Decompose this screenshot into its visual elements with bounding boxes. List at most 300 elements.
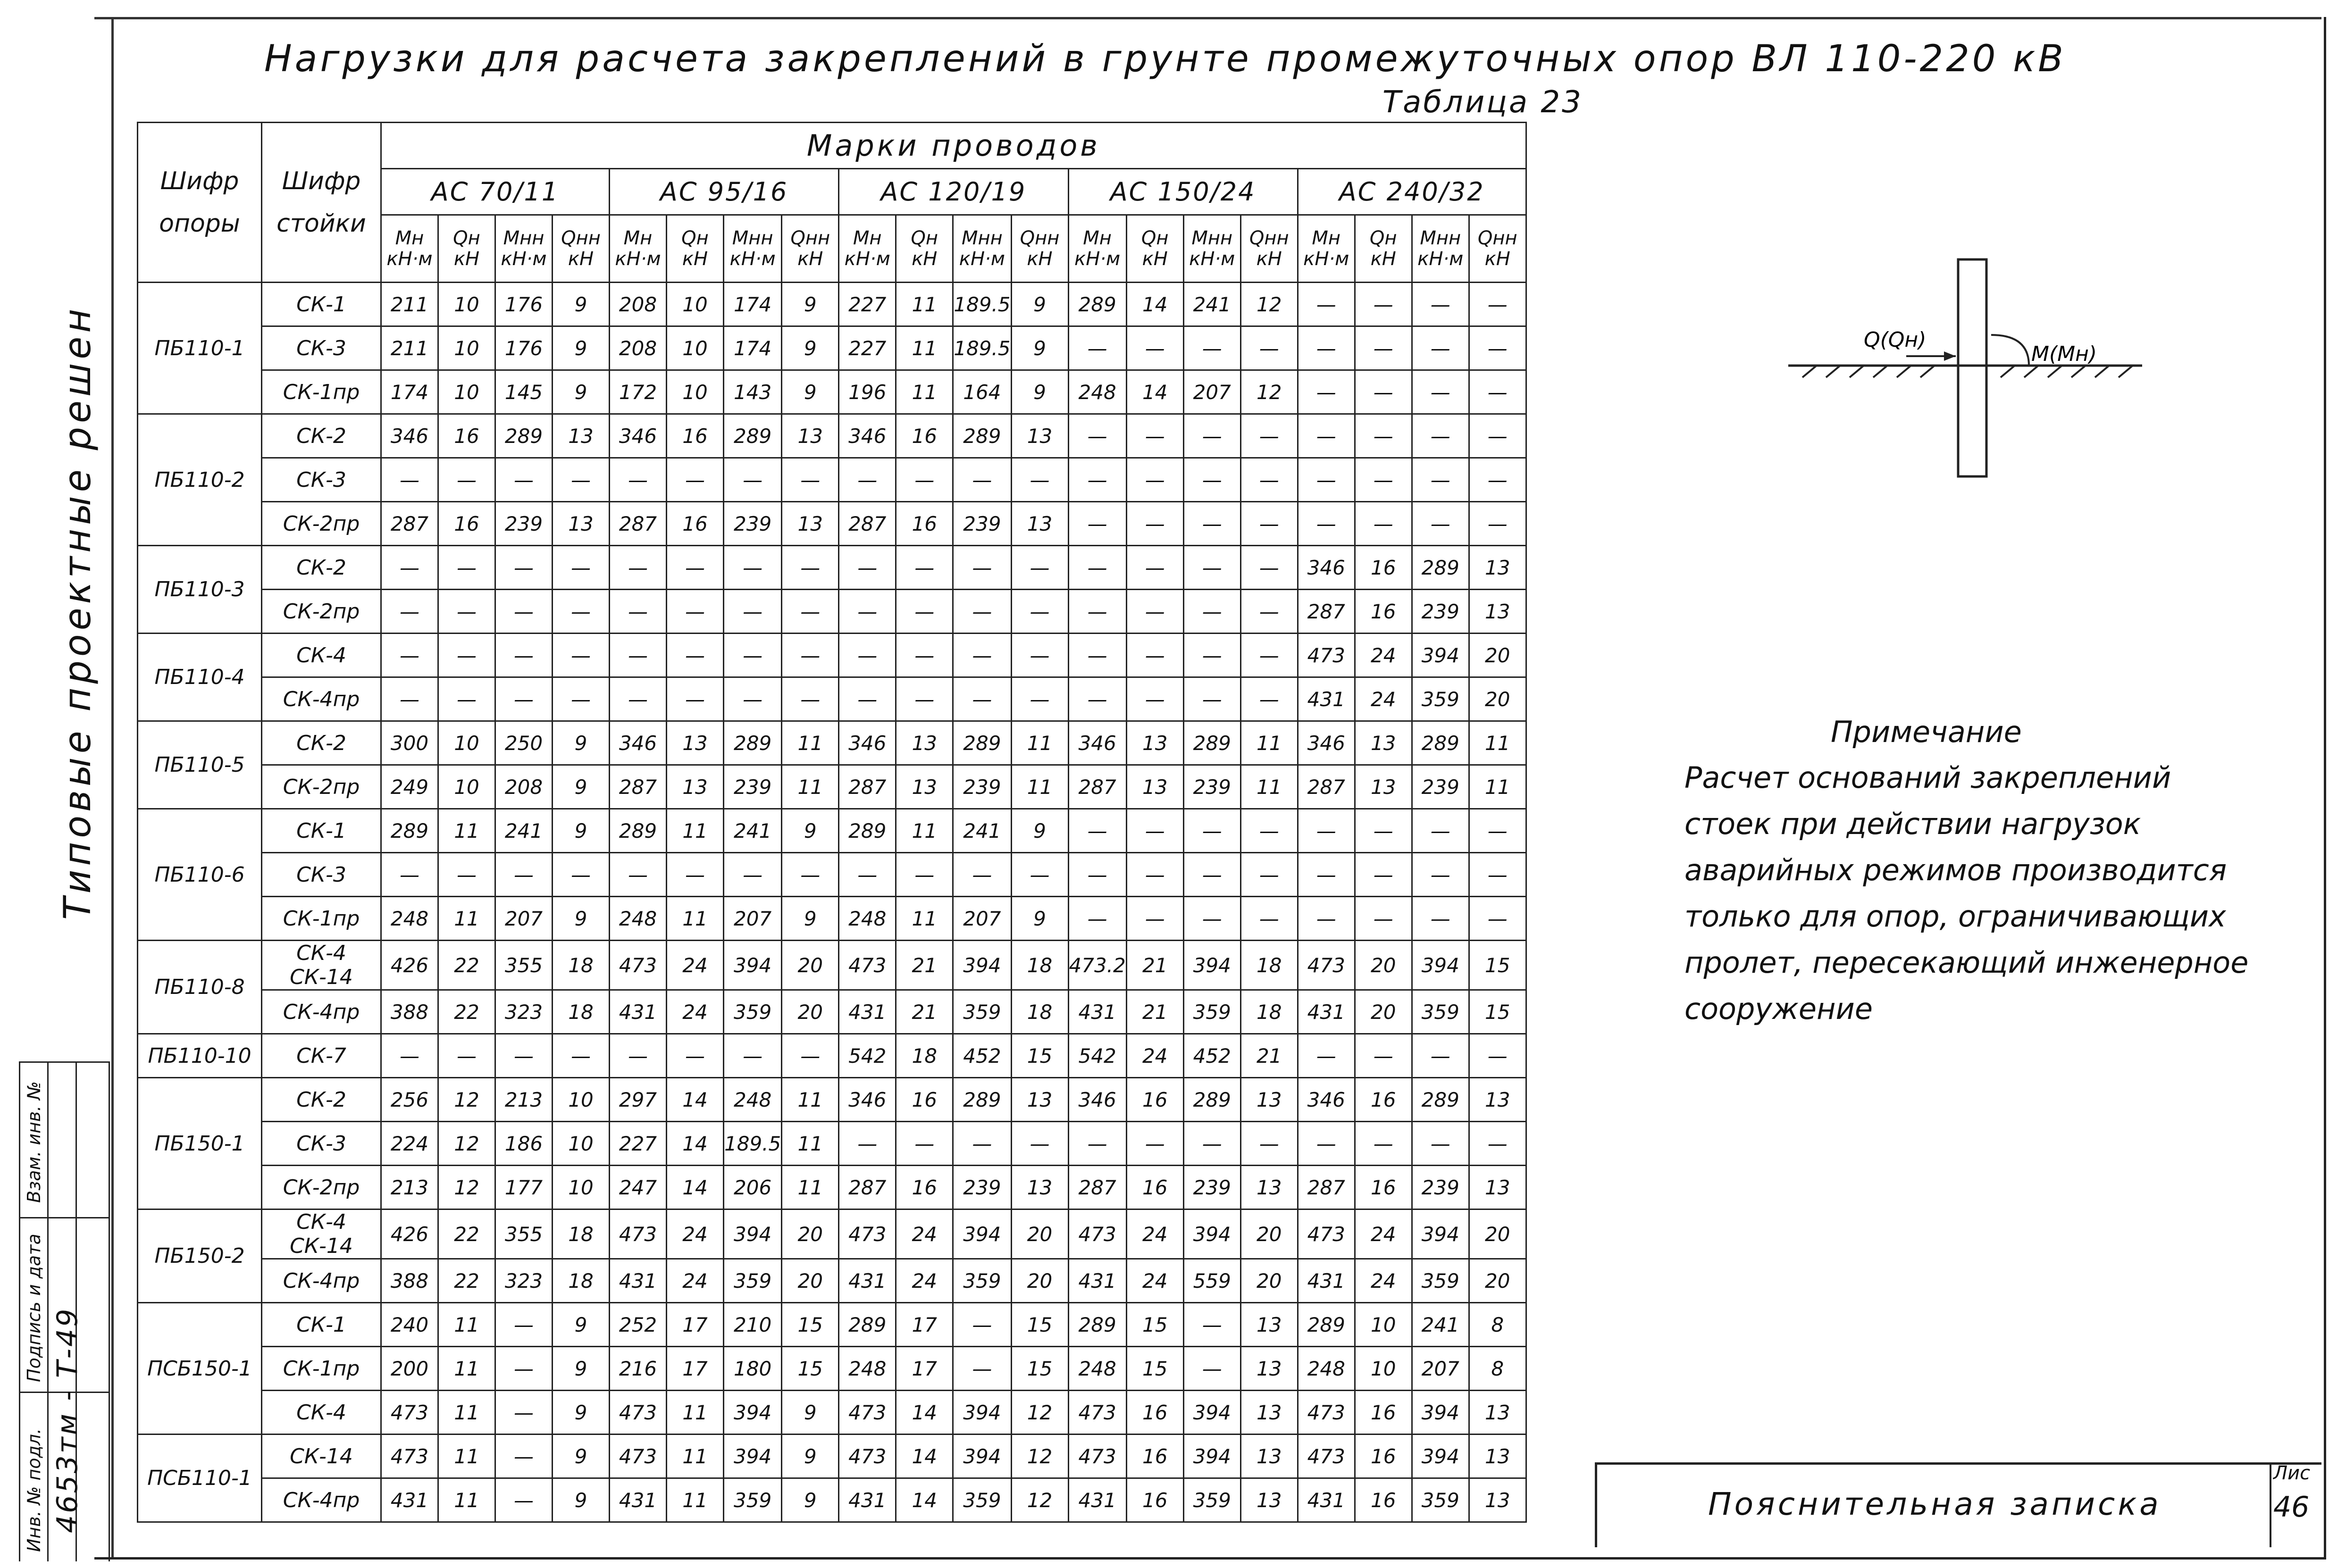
value-cell: 211 xyxy=(381,283,438,326)
value-cell: — xyxy=(896,590,953,634)
table-row xyxy=(138,1391,1526,1435)
opora-code: ПБ110-3 xyxy=(138,546,262,634)
value-cell: — xyxy=(495,590,553,634)
value-cell: 9 xyxy=(553,1478,610,1522)
table-row xyxy=(138,677,1526,721)
value-cell: — xyxy=(1126,546,1183,590)
value-cell: 9 xyxy=(1011,326,1068,370)
value-cell: 473 xyxy=(839,1435,896,1478)
value-cell: 473 xyxy=(1068,1209,1126,1259)
value-cell: 207 xyxy=(724,897,782,941)
value-cell: 18 xyxy=(1011,941,1068,990)
loads-table xyxy=(137,122,1527,1523)
value-cell: 10 xyxy=(1355,1347,1412,1391)
table-row xyxy=(138,765,1526,809)
value-cell: 16 xyxy=(896,414,953,458)
stoika-code: СК-2пр xyxy=(262,1166,381,1209)
value-cell: — xyxy=(1355,458,1412,502)
value-cell: 287 xyxy=(839,765,896,809)
value-cell: 11 xyxy=(1240,721,1298,765)
value-cell: 13 xyxy=(782,502,839,546)
value-cell: 359 xyxy=(724,1478,782,1522)
value-cell: 473 xyxy=(610,1209,667,1259)
value-cell: — xyxy=(610,1034,667,1078)
value-cell: — xyxy=(1183,809,1240,853)
value-cell: 239 xyxy=(1412,765,1469,809)
value-cell: 355 xyxy=(495,1209,553,1259)
value-cell: — xyxy=(495,458,553,502)
value-cell: 239 xyxy=(953,765,1011,809)
value-cell: 248 xyxy=(381,897,438,941)
moment-arc xyxy=(1991,335,2029,366)
value-cell: — xyxy=(724,590,782,634)
symbol-header: Qнн кН xyxy=(1011,215,1068,283)
value-cell: — xyxy=(438,546,495,590)
value-cell: 287 xyxy=(1298,765,1355,809)
value-cell: — xyxy=(1240,809,1298,853)
value-cell: — xyxy=(724,546,782,590)
value-cell: 16 xyxy=(896,1078,953,1122)
value-cell: 216 xyxy=(610,1347,667,1391)
value-cell: — xyxy=(724,1034,782,1078)
value-cell: — xyxy=(1469,458,1526,502)
value-cell: — xyxy=(1469,1034,1526,1078)
value-cell: — xyxy=(1068,546,1126,590)
value-cell: — xyxy=(495,1347,553,1391)
value-cell: — xyxy=(896,634,953,677)
value-cell: — xyxy=(1355,326,1412,370)
value-cell: 24 xyxy=(896,1259,953,1303)
value-cell: 248 xyxy=(839,1347,896,1391)
value-cell: 13 xyxy=(667,765,724,809)
symbol-header: Mн кН·м xyxy=(839,215,896,283)
value-cell: 13 xyxy=(1469,1078,1526,1122)
value-cell: — xyxy=(1011,634,1068,677)
value-cell: — xyxy=(953,458,1011,502)
q-label: Q(Qн) xyxy=(1864,328,1927,352)
value-cell: 20 xyxy=(782,1209,839,1259)
pole-shape xyxy=(1958,259,1986,476)
value-cell: — xyxy=(839,458,896,502)
value-cell: — xyxy=(1183,853,1240,897)
value-cell: — xyxy=(1240,326,1298,370)
value-cell: — xyxy=(1240,502,1298,546)
value-cell: 355 xyxy=(495,941,553,990)
symbol-header: Mнн кН·м xyxy=(1412,215,1469,283)
value-cell: 10 xyxy=(553,1078,610,1122)
value-cell: 394 xyxy=(1412,634,1469,677)
value-cell: — xyxy=(553,458,610,502)
value-cell: 241 xyxy=(724,809,782,853)
value-cell: 174 xyxy=(381,370,438,414)
value-cell: — xyxy=(1469,1122,1526,1166)
value-cell: 24 xyxy=(1355,634,1412,677)
value-cell: 189.5 xyxy=(953,326,1011,370)
stoika-code: СК-1 xyxy=(262,809,381,853)
value-cell: 249 xyxy=(381,765,438,809)
value-cell: — xyxy=(1469,809,1526,853)
value-cell: 289 xyxy=(1412,721,1469,765)
value-cell: 16 xyxy=(1355,1391,1412,1435)
value-cell: 18 xyxy=(1011,990,1068,1034)
value-cell: 248 xyxy=(839,897,896,941)
value-cell: 16 xyxy=(1126,1478,1183,1522)
value-cell: 9 xyxy=(553,1303,610,1347)
value-cell: 13 xyxy=(1355,765,1412,809)
value-cell: 431 xyxy=(1068,990,1126,1034)
value-cell: 13 xyxy=(896,721,953,765)
value-cell: — xyxy=(1183,677,1240,721)
value-cell: 239 xyxy=(1412,1166,1469,1209)
value-cell: 359 xyxy=(1183,1478,1240,1522)
value-cell: 14 xyxy=(1126,370,1183,414)
note-text: Расчет оснований закреплений стоек при действии нагрузок аварийных режимов производится только для опор, ограничивающих пролет, пересекающий инженерное сооружение xyxy=(1684,760,2249,1026)
stamp-inv: Инв. № подл. xyxy=(24,1428,44,1552)
value-cell: 289 xyxy=(1183,1078,1240,1122)
value-cell: 11 xyxy=(438,897,495,941)
value-cell: — xyxy=(610,546,667,590)
value-cell: 17 xyxy=(667,1303,724,1347)
value-cell: — xyxy=(1183,414,1240,458)
table-row xyxy=(138,1347,1526,1391)
value-cell: 207 xyxy=(1412,1347,1469,1391)
value-cell: — xyxy=(1355,283,1412,326)
value-cell: 473 xyxy=(610,941,667,990)
value-cell: 473 xyxy=(1298,941,1355,990)
value-cell: 346 xyxy=(610,721,667,765)
value-cell: — xyxy=(1068,590,1126,634)
value-cell: — xyxy=(1011,458,1068,502)
value-cell: 250 xyxy=(495,721,553,765)
value-cell: 289 xyxy=(724,414,782,458)
value-cell: 241 xyxy=(1412,1303,1469,1347)
value-cell: 452 xyxy=(1183,1034,1240,1078)
value-cell: 473 xyxy=(381,1391,438,1435)
value-cell: 239 xyxy=(953,502,1011,546)
table-row xyxy=(138,1478,1526,1522)
symbol-header: Mн кН·м xyxy=(610,215,667,283)
value-cell: 13 xyxy=(1011,502,1068,546)
value-cell: 431 xyxy=(1068,1478,1126,1522)
value-cell: 473.2 xyxy=(1068,941,1126,990)
stoika-code: СК-2 xyxy=(262,546,381,590)
value-cell: 359 xyxy=(1183,990,1240,1034)
value-cell: 13 xyxy=(896,765,953,809)
value-cell: — xyxy=(1412,1122,1469,1166)
value-cell: — xyxy=(1126,458,1183,502)
value-cell: — xyxy=(1068,897,1126,941)
value-cell: 10 xyxy=(667,326,724,370)
value-cell: 227 xyxy=(610,1122,667,1166)
force-arrowhead xyxy=(1944,351,1956,361)
stoika-code: СК-2пр xyxy=(262,765,381,809)
stoika-code: СК-1 xyxy=(262,1303,381,1347)
value-cell: 239 xyxy=(1183,765,1240,809)
value-cell: 16 xyxy=(667,414,724,458)
value-cell: — xyxy=(1240,414,1298,458)
stoika-code: СК-3 xyxy=(262,326,381,370)
value-cell: — xyxy=(1298,809,1355,853)
table-row xyxy=(138,283,1526,326)
value-cell: 297 xyxy=(610,1078,667,1122)
value-cell: 16 xyxy=(1126,1078,1183,1122)
value-cell: — xyxy=(495,1478,553,1522)
stoika-code: СК-1пр xyxy=(262,897,381,941)
value-cell: 12 xyxy=(1240,370,1298,414)
table-row xyxy=(138,990,1526,1034)
value-cell: — xyxy=(495,634,553,677)
value-cell: — xyxy=(839,590,896,634)
value-cell: 289 xyxy=(953,721,1011,765)
value-cell: — xyxy=(1240,546,1298,590)
value-cell: 14 xyxy=(667,1078,724,1122)
value-cell: 8 xyxy=(1469,1303,1526,1347)
value-cell: — xyxy=(1126,809,1183,853)
value-cell: 394 xyxy=(1183,1435,1240,1478)
value-cell: — xyxy=(896,853,953,897)
value-cell: 287 xyxy=(610,765,667,809)
value-cell: 300 xyxy=(381,721,438,765)
value-cell: 17 xyxy=(896,1347,953,1391)
stoika-code: СК-2пр xyxy=(262,590,381,634)
value-cell: 346 xyxy=(1298,1078,1355,1122)
side-label: Типовые проектные решен xyxy=(57,305,99,920)
value-cell: — xyxy=(1126,502,1183,546)
value-cell: 394 xyxy=(724,1435,782,1478)
symbol-header: Mн кН·м xyxy=(1298,215,1355,283)
value-cell: — xyxy=(1412,502,1469,546)
value-cell: 172 xyxy=(610,370,667,414)
value-cell: 208 xyxy=(495,765,553,809)
value-cell: 394 xyxy=(953,941,1011,990)
value-cell: 394 xyxy=(1412,1435,1469,1478)
value-cell: 207 xyxy=(953,897,1011,941)
value-cell: 17 xyxy=(667,1347,724,1391)
value-cell: 13 xyxy=(1126,721,1183,765)
value-cell: 16 xyxy=(1355,546,1412,590)
symbol-header: Mн кН·м xyxy=(381,215,438,283)
value-cell: — xyxy=(1068,634,1126,677)
value-cell: — xyxy=(1183,326,1240,370)
value-cell: 346 xyxy=(1298,721,1355,765)
value-cell: — xyxy=(1126,677,1183,721)
stoika-code: СК-2 xyxy=(262,721,381,765)
value-cell: — xyxy=(1298,502,1355,546)
sheet-label: Лис xyxy=(2273,1462,2311,1484)
value-cell: — xyxy=(1355,809,1412,853)
value-cell: — xyxy=(1126,897,1183,941)
opora-code: ПБ110-8 xyxy=(138,941,262,1034)
stoika-code: СК-2пр xyxy=(262,502,381,546)
value-cell: 9 xyxy=(553,721,610,765)
value-cell: 15 xyxy=(1126,1303,1183,1347)
value-cell: — xyxy=(724,853,782,897)
value-cell: 287 xyxy=(610,502,667,546)
value-cell: 13 xyxy=(1126,765,1183,809)
value-cell: 11 xyxy=(667,1391,724,1435)
table-row xyxy=(138,721,1526,765)
side-stamp xyxy=(19,1061,109,1561)
value-cell: 14 xyxy=(896,1478,953,1522)
table-row xyxy=(138,370,1526,414)
table-row xyxy=(138,414,1526,458)
stoika-code: СК-14 xyxy=(262,1435,381,1478)
value-cell: — xyxy=(1126,326,1183,370)
value-cell: 473 xyxy=(1298,1209,1355,1259)
value-cell: 13 xyxy=(1240,1166,1298,1209)
value-cell: 18 xyxy=(1240,990,1298,1034)
value-cell: 394 xyxy=(1183,1209,1240,1259)
value-cell: 426 xyxy=(381,1209,438,1259)
value-cell: — xyxy=(839,1122,896,1166)
value-cell: — xyxy=(1469,326,1526,370)
page-title: Нагрузки для расчета закреплений в грунте промежуточных опор ВЛ 110-220 кВ xyxy=(264,38,2066,80)
value-cell: — xyxy=(495,853,553,897)
value-cell: 12 xyxy=(1011,1478,1068,1522)
value-cell: 16 xyxy=(667,502,724,546)
value-cell: 359 xyxy=(724,990,782,1034)
value-cell: 11 xyxy=(1240,765,1298,809)
value-cell: — xyxy=(1183,634,1240,677)
value-cell: 16 xyxy=(1355,1078,1412,1122)
value-cell: — xyxy=(610,853,667,897)
value-cell: 359 xyxy=(953,990,1011,1034)
value-cell: — xyxy=(1298,1122,1355,1166)
value-cell: 13 xyxy=(553,414,610,458)
opora-code: ПБ110-10 xyxy=(138,1034,262,1078)
value-cell: — xyxy=(553,590,610,634)
value-cell: 473 xyxy=(610,1391,667,1435)
value-cell: 13 xyxy=(1469,546,1526,590)
value-cell: 11 xyxy=(1011,765,1068,809)
value-cell: 289 xyxy=(1412,546,1469,590)
value-cell: 394 xyxy=(724,941,782,990)
value-cell: 24 xyxy=(667,990,724,1034)
value-cell: 11 xyxy=(782,721,839,765)
value-cell: — xyxy=(1126,1122,1183,1166)
value-cell: — xyxy=(1355,502,1412,546)
value-cell: 248 xyxy=(724,1078,782,1122)
symbol-header: Qн кН xyxy=(1126,215,1183,283)
value-cell: 24 xyxy=(1126,1034,1183,1078)
value-cell: 206 xyxy=(724,1166,782,1209)
value-cell: 9 xyxy=(553,1391,610,1435)
value-cell: — xyxy=(953,546,1011,590)
value-cell: — xyxy=(1298,414,1355,458)
value-cell: — xyxy=(1068,414,1126,458)
opora-code: ПСБ110-1 xyxy=(138,1435,262,1522)
sheet-divider xyxy=(2270,1462,2271,1547)
value-cell: — xyxy=(953,1347,1011,1391)
opora-code: ПБ110-2 xyxy=(138,414,262,546)
value-cell: 359 xyxy=(1412,1259,1469,1303)
value-cell: 227 xyxy=(839,283,896,326)
value-cell: — xyxy=(782,677,839,721)
value-cell: 289 xyxy=(1298,1303,1355,1347)
value-cell: 346 xyxy=(839,1078,896,1122)
value-cell: 394 xyxy=(724,1209,782,1259)
value-cell: — xyxy=(1240,458,1298,502)
value-cell: 388 xyxy=(381,1259,438,1303)
value-cell: 13 xyxy=(1011,414,1068,458)
value-cell: 473 xyxy=(1298,1435,1355,1478)
value-cell: 247 xyxy=(610,1166,667,1209)
value-cell: 252 xyxy=(610,1303,667,1347)
marks-header: Марки проводов xyxy=(381,123,1526,169)
value-cell: 11 xyxy=(667,897,724,941)
value-cell: 15 xyxy=(1011,1303,1068,1347)
value-cell: — xyxy=(1011,677,1068,721)
value-cell: — xyxy=(1240,634,1298,677)
stamp-sign: Подпись и дата xyxy=(24,1234,44,1382)
value-cell: — xyxy=(1355,897,1412,941)
value-cell: 473 xyxy=(839,1209,896,1259)
symbol-header: Qн кН xyxy=(667,215,724,283)
value-cell: 239 xyxy=(1183,1166,1240,1209)
value-cell: 9 xyxy=(553,283,610,326)
value-cell: 21 xyxy=(1240,1034,1298,1078)
symbol-header: Qнн кН xyxy=(553,215,610,283)
value-cell: 11 xyxy=(1011,721,1068,765)
value-cell: — xyxy=(782,590,839,634)
value-cell: 207 xyxy=(495,897,553,941)
value-cell: 287 xyxy=(1298,590,1355,634)
value-cell: 20 xyxy=(1355,941,1412,990)
value-cell: — xyxy=(1240,1122,1298,1166)
value-cell: 473 xyxy=(381,1435,438,1478)
value-cell: 145 xyxy=(495,370,553,414)
opora-code: ПБ110-6 xyxy=(138,809,262,941)
value-cell: 15 xyxy=(1126,1347,1183,1391)
value-cell: — xyxy=(724,677,782,721)
value-cell: 24 xyxy=(667,1259,724,1303)
value-cell: 239 xyxy=(1412,590,1469,634)
value-cell: 431 xyxy=(839,1259,896,1303)
value-cell: 12 xyxy=(1011,1391,1068,1435)
value-cell: — xyxy=(610,458,667,502)
value-cell: 189.5 xyxy=(953,283,1011,326)
value-cell: 9 xyxy=(1011,283,1068,326)
value-cell: 12 xyxy=(1011,1435,1068,1478)
table-row xyxy=(138,1435,1526,1478)
table-row xyxy=(138,809,1526,853)
stoika-code: СК-2 xyxy=(262,414,381,458)
stoika-code: СК-3 xyxy=(262,1122,381,1166)
value-cell: 323 xyxy=(495,1259,553,1303)
col-header-stoika: Шифр стойки xyxy=(262,123,381,283)
value-cell: 394 xyxy=(724,1391,782,1435)
value-cell: — xyxy=(1355,1034,1412,1078)
value-cell: — xyxy=(438,458,495,502)
value-cell: 20 xyxy=(1011,1259,1068,1303)
stoika-code: СК-3 xyxy=(262,853,381,897)
value-cell: — xyxy=(1355,1122,1412,1166)
value-cell: 346 xyxy=(1298,546,1355,590)
value-cell: — xyxy=(1469,283,1526,326)
value-cell: 18 xyxy=(553,990,610,1034)
value-cell: 542 xyxy=(839,1034,896,1078)
value-cell: — xyxy=(1126,634,1183,677)
value-cell: — xyxy=(782,546,839,590)
value-cell: 13 xyxy=(1469,1478,1526,1522)
value-cell: — xyxy=(782,634,839,677)
value-cell: 287 xyxy=(1068,765,1126,809)
value-cell: 388 xyxy=(381,990,438,1034)
symbol-header: Mн кН·м xyxy=(1068,215,1126,283)
value-cell: 289 xyxy=(724,721,782,765)
value-cell: 20 xyxy=(1240,1259,1298,1303)
value-cell: — xyxy=(1412,458,1469,502)
